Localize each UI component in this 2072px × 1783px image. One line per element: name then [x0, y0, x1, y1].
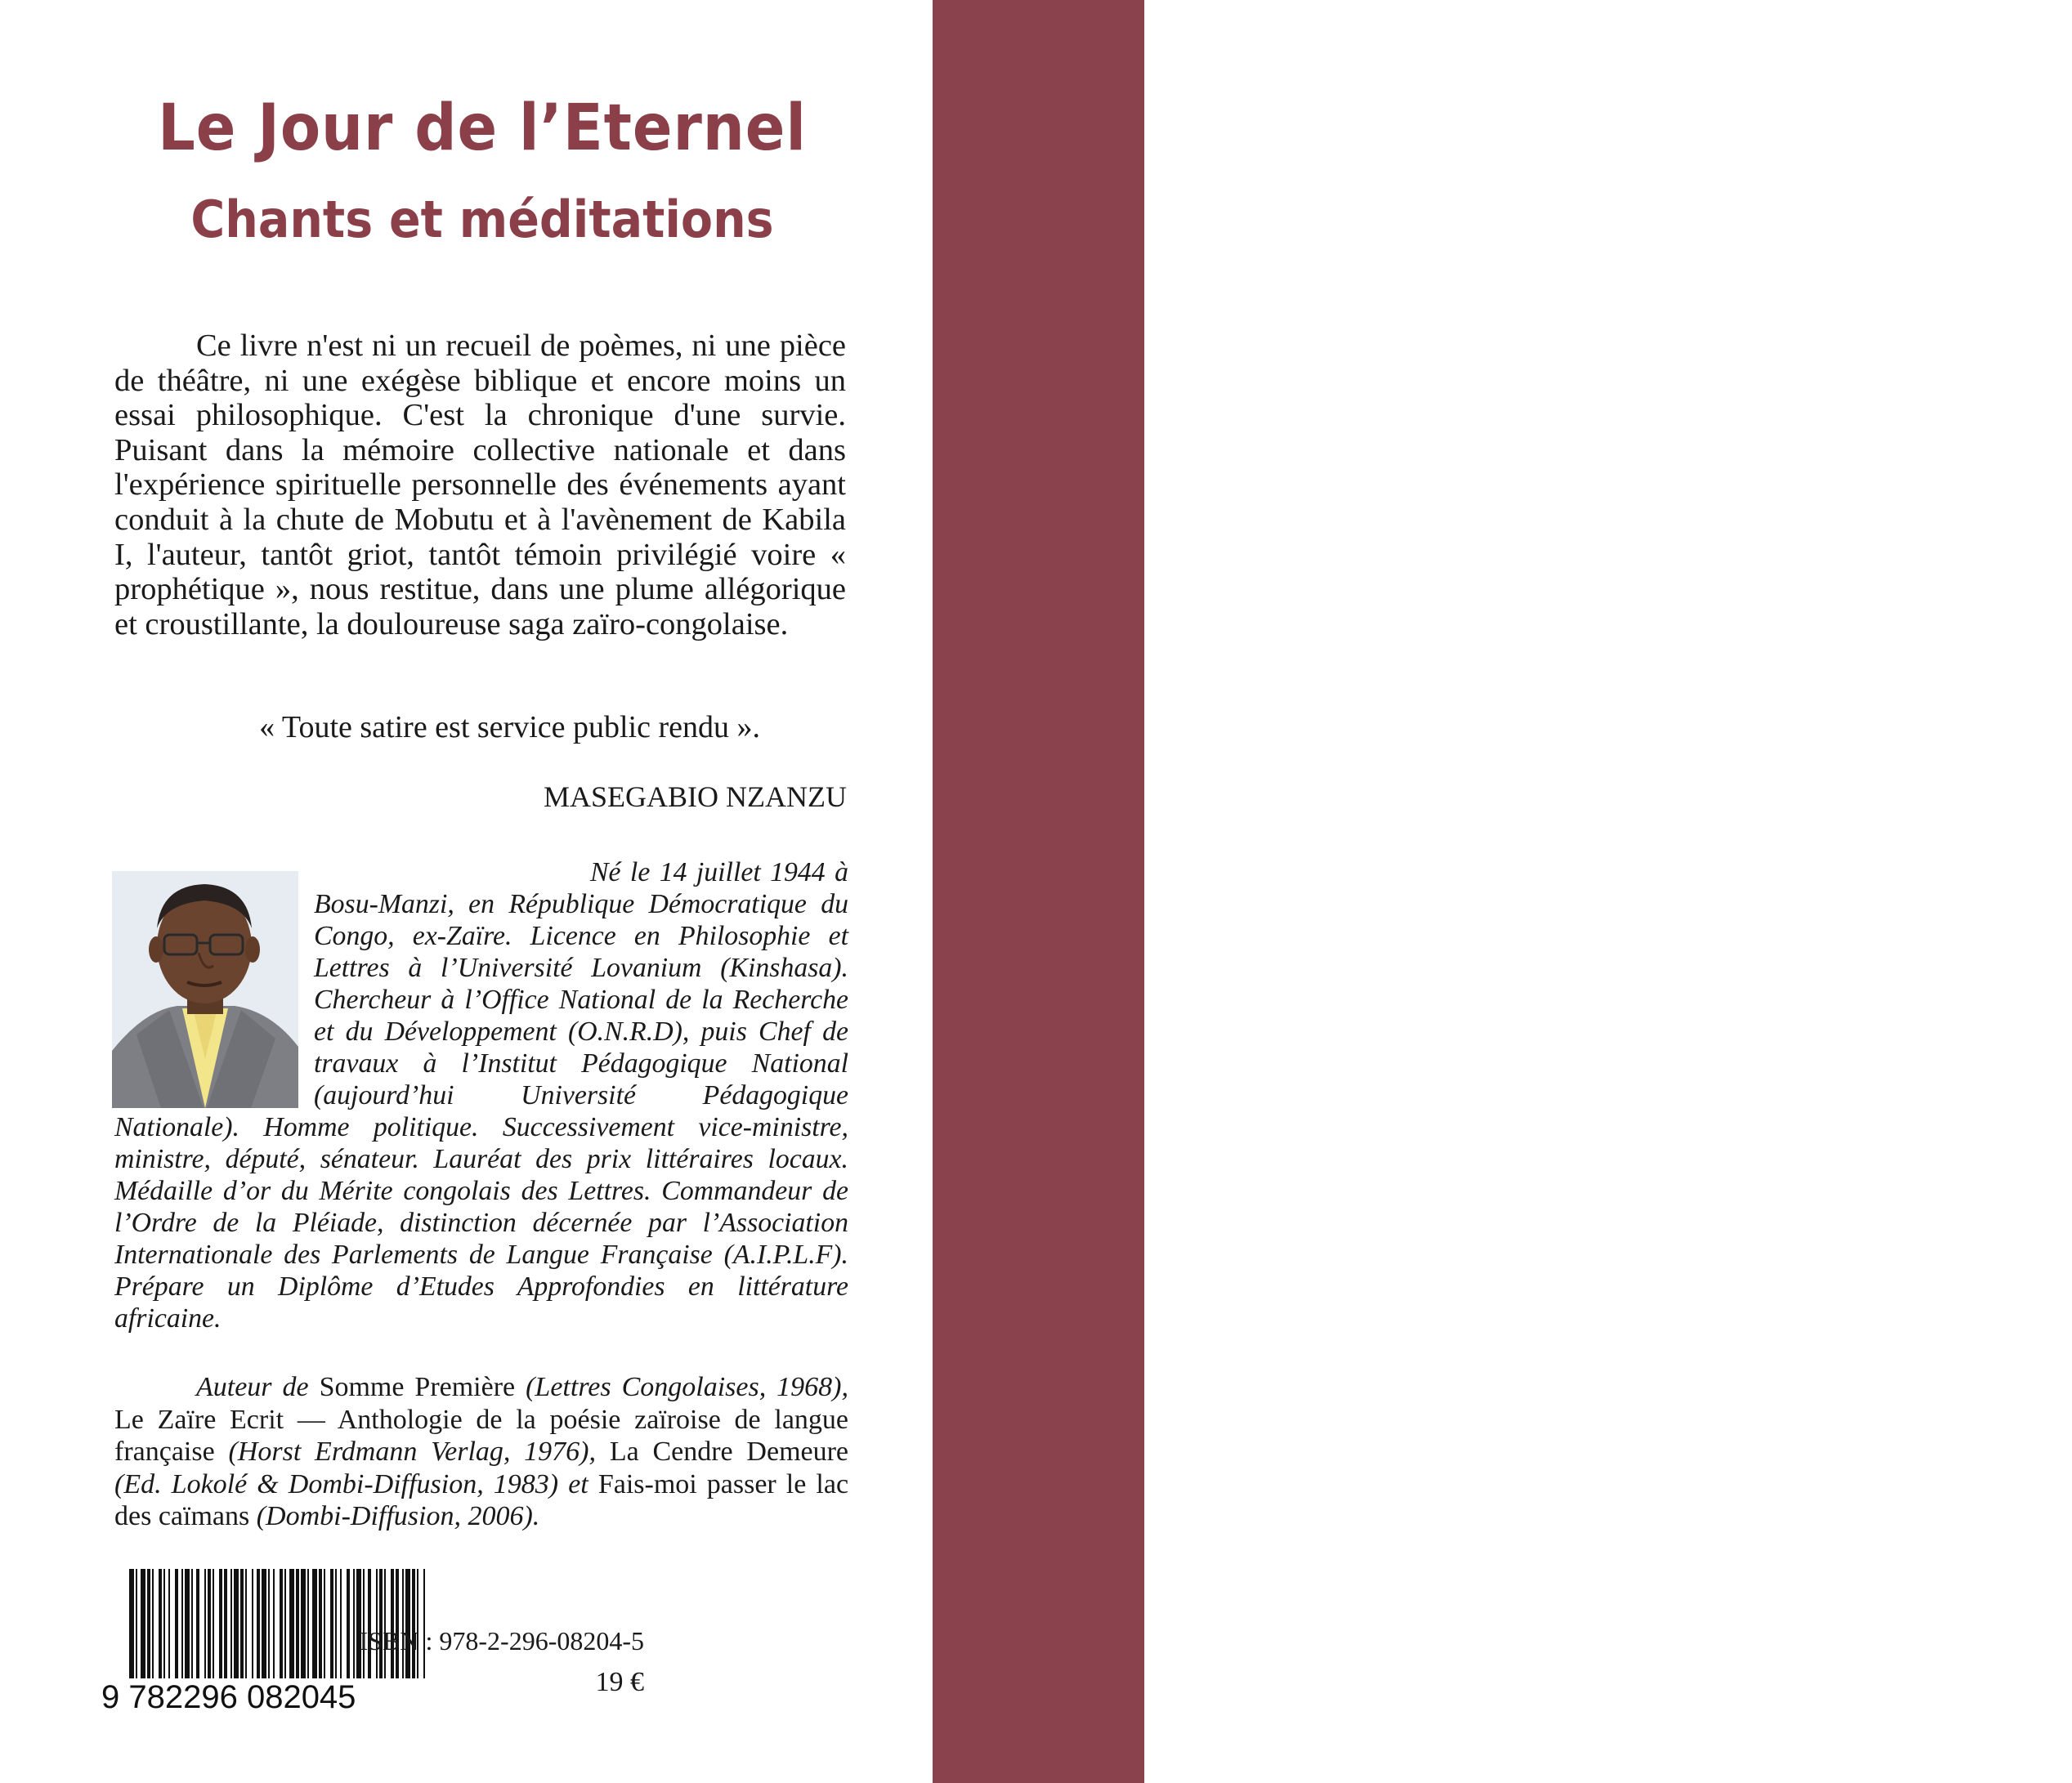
barcode-bar — [152, 1569, 154, 1691]
barcode-bar — [268, 1569, 270, 1691]
collection-letter: e — [1949, 669, 1989, 747]
barcode-bar — [129, 1569, 134, 1691]
works-and: et — [568, 1468, 588, 1499]
work-title: Fais-moi passer le lac des caïmans — [114, 1468, 849, 1531]
barcode-bar — [185, 1569, 190, 1691]
barcode-bar — [280, 1569, 283, 1691]
collection-letter: n — [1947, 357, 1991, 435]
collection-letter: n — [2001, 913, 2045, 990]
price: 19 € — [595, 1667, 644, 1697]
barcode-bar — [147, 1569, 150, 1691]
barcode-bar — [230, 1569, 232, 1691]
collection-letter: s — [1951, 771, 1987, 848]
summary-text: Ce livre n'est ni un recueil de poèmes, ni une pièce de théâtre, ni une exégèse biblique et encore moins un essai philosophique. C'est la chronique d'une survie. Puisant dans la mémoire collective nationale et dans l'expérience spirituelle personnelle des événements ayant conduit à la chute de Mobutu et à l'avènement de Kabila I, l'auteur, tantôt griot, tantôt témoin privilégié voire « prophétique », nous restitue, dans une plume allégorique et croustillante, la douloureuse saga zaïro-congolaise. — [114, 328, 846, 641]
barcode-bar — [196, 1569, 199, 1691]
barcode-bar — [181, 1569, 183, 1691]
barcode-bar — [312, 1569, 317, 1691]
barcode-bar — [208, 1569, 211, 1691]
barcode-bar — [335, 1569, 337, 1691]
barcode-bar — [252, 1569, 253, 1691]
collection-letter: e — [1949, 254, 1989, 332]
barcode-bar — [141, 1569, 145, 1691]
barcode-bar — [213, 1569, 214, 1691]
barcode-bar — [234, 1569, 239, 1691]
back-cover — [0, 0, 932, 1783]
collection-letter: c — [1950, 462, 1988, 539]
barcode-bar — [353, 1569, 355, 1691]
barcode-bar — [219, 1569, 222, 1691]
bio-text: Né le 14 juillet 1944 à Bosu-Manzi, en République Démocratique du Congo, ex-Zaïre. Licence en Philosophie et Lettres à l’Université Lovanium (Kinshasa). Chercheur à l’Office National de la Recherche et du Développement (O.N.R.D), puis Chef de travaux à l’Institut Pédagogique National (aujourd’hui Université Pédagogique Nationale). Homme politique. Successivement vice-ministre, ministre, député, sénateur. Lauréat des prix littéraires locaux. Médaille d’or du Mérite congolais des Lettres. Commandeur de l’Ordre de la Pléiade, distinction décernée par l’Association Internationale des Parlements de Langue Française (A.I.P.L.F). Prépare un Diplôme d’Etudes Approfondies en littérature africaine. — [114, 857, 848, 1334]
book-title: Le Jour de l’Eternel — [158, 92, 807, 165]
book-subtitle: Chants et méditations — [190, 190, 774, 249]
barcode-bar — [289, 1569, 294, 1691]
collection-letter: r — [2007, 1220, 2039, 1298]
barcode-bar — [340, 1569, 342, 1691]
barcode-bar — [136, 1569, 137, 1691]
quote: « Toute satire est service public rendu ». — [259, 710, 760, 744]
isbn: ISBN : 978-2-296-08204-5 — [359, 1626, 644, 1656]
work-title: Somme Première — [319, 1372, 516, 1402]
barcode-bar — [262, 1569, 266, 1691]
author-biography — [114, 856, 848, 1334]
barcode-bar — [245, 1569, 247, 1691]
collection-letter: r — [1953, 565, 1985, 642]
barcode-bar — [159, 1569, 162, 1691]
barcode-bar — [257, 1569, 260, 1691]
barcode-bar — [204, 1569, 206, 1691]
barcode-number: 9 782296 082045 — [101, 1679, 356, 1715]
barcode-bar — [319, 1569, 322, 1691]
barcode-bar — [284, 1569, 286, 1691]
work-publisher: (Horst Erdmann Verlag, 1976), — [228, 1437, 597, 1467]
barcode-bar — [296, 1569, 299, 1691]
barcode-bar — [240, 1569, 244, 1691]
barcode-bar — [330, 1569, 333, 1691]
barcode-bar — [347, 1569, 350, 1691]
barcode-bar — [191, 1569, 193, 1691]
summary-paragraph — [114, 328, 846, 641]
collection-band — [933, 0, 2045, 1783]
barcode-bar — [168, 1569, 170, 1691]
collection-letter: o — [2003, 1017, 2043, 1095]
work-publisher: (Ed. Lokolé & Dombi-Diffusion, 1983) — [114, 1468, 559, 1499]
barcode-bar — [273, 1569, 275, 1691]
work-title: La Cendre Demeure — [609, 1437, 849, 1467]
works-intro: Auteur de — [196, 1372, 309, 1402]
barcode-bar — [301, 1569, 306, 1691]
collection-letter: i — [2012, 1112, 2034, 1190]
barcode-bar — [307, 1569, 309, 1691]
work-title: Le Zaïre Ecrit — Anthologie de la poésie zaïroise de langue française — [114, 1404, 848, 1467]
collection-letter: s — [2005, 1434, 2041, 1512]
author-name: MASEGABIO NZANZU — [544, 780, 847, 813]
collection-letter: e — [2003, 1329, 2043, 1407]
author-works — [114, 1371, 848, 1533]
work-publisher: (Dombi-Diffusion, 2006). — [256, 1501, 540, 1531]
barcode-bar — [163, 1569, 165, 1691]
work-publisher: (Lettres Congolaises, 1968), — [526, 1372, 848, 1402]
barcode-bar — [224, 1569, 227, 1691]
barcode-bar — [175, 1569, 178, 1691]
barcode-bar — [324, 1569, 325, 1691]
